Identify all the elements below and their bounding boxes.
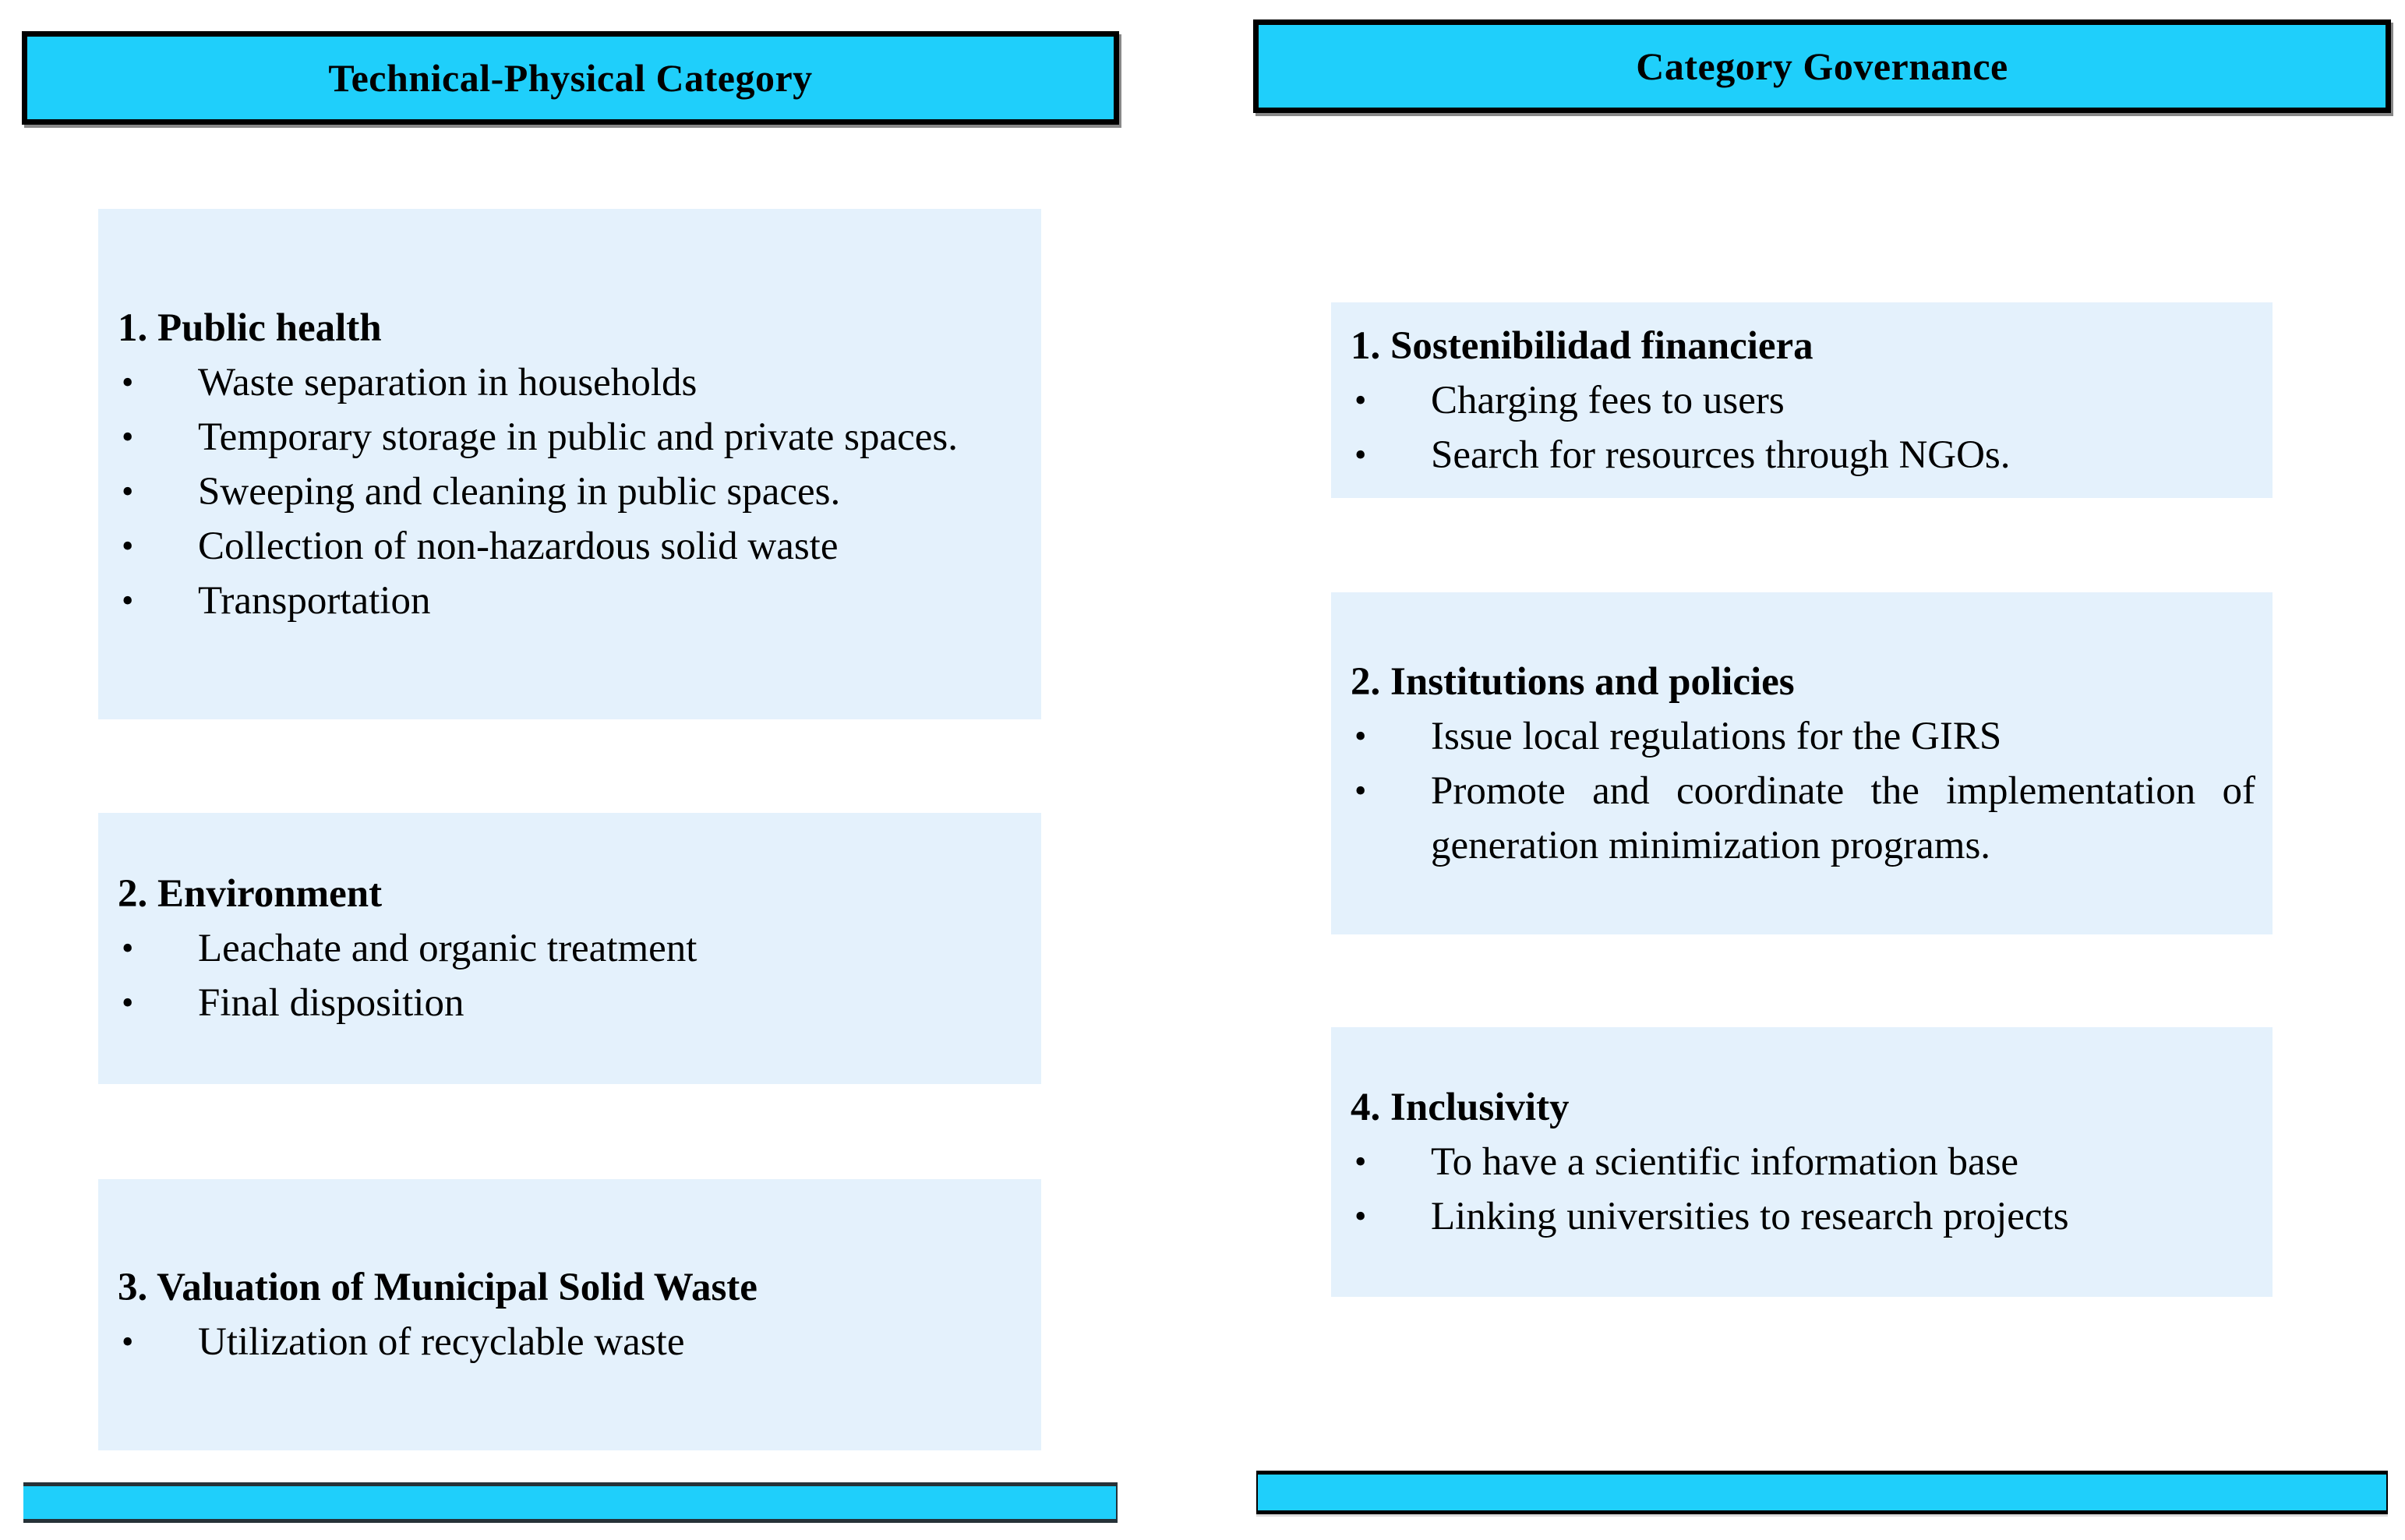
header-title: Technical-Physical Category <box>328 56 813 100</box>
bullet-icon: • <box>1354 1197 1367 1235</box>
header-governance <box>1253 19 2391 113</box>
bullet-icon: • <box>122 472 134 510</box>
bullet-icon: • <box>122 929 134 967</box>
list-item: • Promote and coordinate the implementation of generation minimization programs. <box>1351 764 2255 873</box>
bullet-icon: • <box>122 1323 134 1361</box>
section-inclusivity <box>1331 1027 2273 1297</box>
section-institutions-policies <box>1331 592 2273 934</box>
list-item: • Transportation <box>118 574 1024 628</box>
section-financial-sustainability <box>1331 302 2273 498</box>
list-item: • Sweeping and cleaning in public spaces. <box>118 464 1024 519</box>
bullet-list <box>1351 373 2255 482</box>
section-valuation-msw <box>98 1179 1041 1450</box>
bullet-list <box>118 921 1024 1030</box>
list-item: • To have a scientific information base <box>1351 1135 2255 1189</box>
section-title: 4. Inclusivity <box>1351 1086 1570 1129</box>
bullet-icon: • <box>122 362 134 401</box>
section-title: 1. Public health <box>118 306 382 350</box>
list-item: • Collection of non-hazardous solid waste <box>118 519 1024 574</box>
bullet-list <box>118 1315 1024 1369</box>
section-title: 2. Environment <box>118 872 383 916</box>
bullet-list <box>1351 709 2255 873</box>
list-item: • Issue local regulations for the GIRS <box>1351 709 2255 764</box>
bullet-icon: • <box>122 526 134 565</box>
bullet-icon: • <box>1354 771 1367 810</box>
bullet-icon: • <box>1354 716 1367 755</box>
bullet-icon: • <box>1354 380 1367 419</box>
bullet-list <box>1351 1135 2255 1244</box>
bullet-icon: • <box>122 417 134 456</box>
left-footer-bar <box>23 1482 1118 1523</box>
list-item: • Utilization of recyclable waste <box>118 1315 1024 1369</box>
list-item: • Waste separation in households <box>118 355 1024 410</box>
list-item: • Linking universities to research projects <box>1351 1189 2255 1244</box>
bullet-icon: • <box>1354 1143 1367 1181</box>
section-title: 2. Institutions and policies <box>1351 659 1795 704</box>
list-item: • Charging fees to users <box>1351 373 2255 428</box>
bullet-icon: • <box>1354 435 1367 474</box>
bullet-list <box>118 355 1024 628</box>
right-footer-bar <box>1256 1471 2388 1514</box>
header-title: Category Governance <box>1636 44 2008 88</box>
bullet-icon: • <box>122 984 134 1022</box>
section-public-health <box>98 209 1041 719</box>
list-item: • Search for resources through NGOs. <box>1351 428 2255 482</box>
section-title: 3. Valuation of Municipal Solid Waste <box>118 1266 758 1309</box>
section-title: 1. Sostenibilidad financiera <box>1351 323 1813 368</box>
section-environment <box>98 813 1041 1084</box>
list-item: • Final disposition <box>118 976 1024 1030</box>
list-item: • Leachate and organic treatment <box>118 921 1024 976</box>
list-item: • Temporary storage in public and private spaces. <box>118 410 1024 464</box>
header-technical-physical <box>22 31 1119 125</box>
bullet-icon: • <box>122 581 134 620</box>
